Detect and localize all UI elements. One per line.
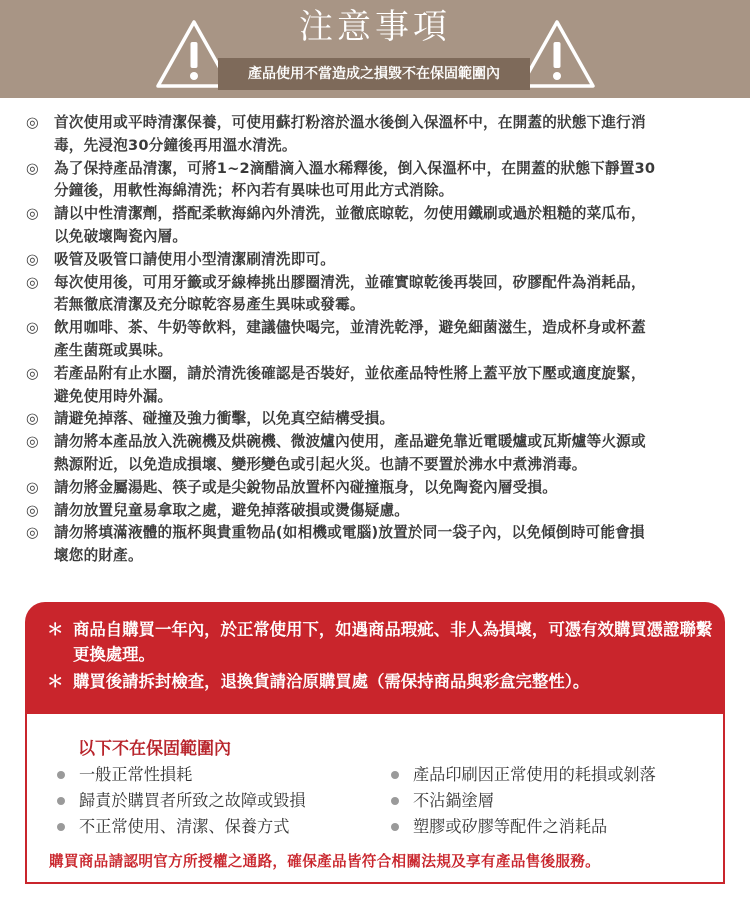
circle-bullet-icon: ◎ bbox=[26, 273, 39, 291]
list-item bbox=[57, 762, 306, 788]
list-item bbox=[26, 408, 726, 431]
circle-bullet-icon: ◎ bbox=[26, 410, 39, 428]
note-line: 請勿將金屬湯匙、筷子或是尖銳物品放置杯內碰撞瓶身，以免陶瓷內層受損。 bbox=[54, 478, 557, 496]
list-item bbox=[26, 249, 726, 272]
note-line: 壞您的財產。 bbox=[54, 547, 143, 565]
list-item bbox=[26, 431, 726, 477]
list-item bbox=[26, 317, 726, 363]
circle-bullet-icon: ◎ bbox=[26, 250, 39, 268]
warranty-text: 商品自購買一年內，於正常使用下，如遇商品瑕疵、非人為損壞，可憑有效購買憑證聯繫更換處理。 bbox=[73, 620, 713, 664]
bullet-dot-icon bbox=[57, 797, 65, 805]
list-item bbox=[26, 363, 726, 409]
note-line: 每次使用後，可用牙籤或牙線棒挑出膠圈清洗，並確實晾乾後再裝回，矽膠配件為消耗品， bbox=[54, 273, 646, 291]
circle-bullet-icon: ◎ bbox=[26, 114, 39, 131]
note-line: 請以中性清潔劑，搭配柔軟海綿內外清洗，並徹底晾乾，勿使用鐵刷或過於粗糙的菜瓜布， bbox=[54, 205, 646, 223]
care-notes-list bbox=[26, 112, 726, 568]
note-line: 產生菌斑或異味。 bbox=[54, 341, 173, 359]
note-line: 吸管及吸管口請使用小型清潔刷清洗即可。 bbox=[54, 250, 336, 268]
note-line: 首次使用或平時清潔保養，可使用蘇打粉溶於溫水後倒入保溫杯中，在開蓋的狀態下進行消 bbox=[54, 114, 646, 131]
warranty-line bbox=[47, 669, 717, 694]
circle-bullet-icon: ◎ bbox=[26, 433, 39, 451]
list-item bbox=[26, 112, 726, 158]
note-line: 毒，先浸泡30分鐘後再用溫水清洗。 bbox=[54, 136, 297, 154]
exclusion-text: 塑膠或矽膠等配件之消耗品 bbox=[413, 817, 608, 836]
note-line: 飲用咖啡、茶、牛奶等飲料，建議儘快喝完，並清洗乾淨，避免細菌滋生，造成杯身或杯蓋 bbox=[54, 319, 646, 337]
exclusion-text: 不正常使用、清潔、保養方式 bbox=[79, 817, 290, 836]
warranty-panel bbox=[25, 602, 725, 714]
note-line: 請勿將本產品放入洗碗機及烘碗機、微波爐內使用，產品避免靠近電暖爐或瓦斯爐等火源或 bbox=[54, 433, 646, 451]
exclusions-title: 以下不在保固範圍內 bbox=[78, 739, 231, 759]
asterisk-icon: ＊ bbox=[47, 620, 64, 639]
bullet-dot-icon bbox=[391, 797, 399, 805]
asterisk-icon: ＊ bbox=[47, 672, 64, 691]
warranty-text: 購買後請拆封檢查，退換貨請洽原購買處（需保持商品與彩盒完整性）。 bbox=[73, 672, 590, 691]
list-item bbox=[26, 500, 726, 523]
list-item bbox=[391, 814, 656, 840]
list-item bbox=[26, 522, 726, 568]
note-line: 若產品附有止水圈，請於清洗後確認是否裝好，並依產品特性將上蓋平放下壓或適度旋緊， bbox=[54, 364, 646, 382]
page-title: 注意事項 bbox=[299, 7, 451, 47]
list-item bbox=[26, 272, 726, 318]
list-item bbox=[391, 762, 656, 788]
note-line: 分鐘後，用軟性海綿清洗；杯內若有異味也可用此方式消除。 bbox=[54, 182, 454, 200]
warranty-disclaimer-bar: 產品使用不當造成之損毀不在保固範圍內 bbox=[218, 58, 530, 90]
exclusion-text: 不沾鍋塗層 bbox=[413, 791, 494, 810]
note-line: 以免破壞陶瓷內層。 bbox=[54, 227, 188, 245]
circle-bullet-icon: ◎ bbox=[26, 364, 39, 382]
circle-bullet-icon: ◎ bbox=[26, 205, 39, 223]
exclusion-text: 一般正常性損耗 bbox=[79, 765, 193, 784]
authorized-channel-notice: 購買商品請認明官方所授權之通路，確保產品皆符合相關法規及享有產品售後服務。 bbox=[49, 853, 601, 870]
list-item bbox=[26, 203, 726, 249]
list-item bbox=[57, 814, 306, 840]
exclusions-list-right bbox=[391, 762, 656, 840]
list-item bbox=[57, 788, 306, 814]
exclusion-text: 產品印刷因正常使用的耗損或剝落 bbox=[413, 765, 656, 784]
circle-bullet-icon: ◎ bbox=[26, 524, 39, 542]
note-line: 請勿放置兒童易拿取之處，避免掉落破損或燙傷疑慮。 bbox=[54, 501, 410, 519]
note-line: 為了保持產品清潔，可將1~2滴醋滴入溫水稀釋後，倒入保溫杯中，在開蓋的狀態下靜置30 bbox=[54, 159, 656, 177]
bullet-dot-icon bbox=[391, 771, 399, 779]
list-item bbox=[391, 788, 656, 814]
note-line: 請勿將填滿液體的瓶杯與貴重物品(如相機或電腦)放置於同一袋子內，以免傾倒時可能會損 bbox=[54, 524, 645, 542]
circle-bullet-icon: ◎ bbox=[26, 478, 39, 496]
note-line: 避免使用時外漏。 bbox=[54, 387, 173, 405]
exclusion-text: 歸責於購買者所致之故障或毀損 bbox=[79, 791, 306, 810]
bullet-dot-icon bbox=[391, 823, 399, 831]
header-banner bbox=[0, 0, 750, 98]
circle-bullet-icon: ◎ bbox=[26, 319, 39, 337]
note-line: 若無徹底清潔及充分晾乾容易產生異味或發霉。 bbox=[54, 296, 365, 314]
circle-bullet-icon: ◎ bbox=[26, 501, 39, 519]
bullet-dot-icon bbox=[57, 771, 65, 779]
list-item bbox=[26, 477, 726, 500]
warranty-line bbox=[47, 617, 717, 667]
note-line: 請避免掉落、碰撞及強力衝擊，以免真空結構受損。 bbox=[54, 410, 395, 428]
exclusions-box bbox=[25, 714, 725, 884]
bullet-dot-icon bbox=[57, 823, 65, 831]
circle-bullet-icon: ◎ bbox=[26, 159, 39, 177]
list-item bbox=[26, 158, 726, 204]
note-line: 熱源附近，以免造成損壞、變形變色或引起火災。也請不要置於沸水中煮沸消毒。 bbox=[54, 455, 587, 473]
exclusions-list-left bbox=[57, 762, 306, 840]
